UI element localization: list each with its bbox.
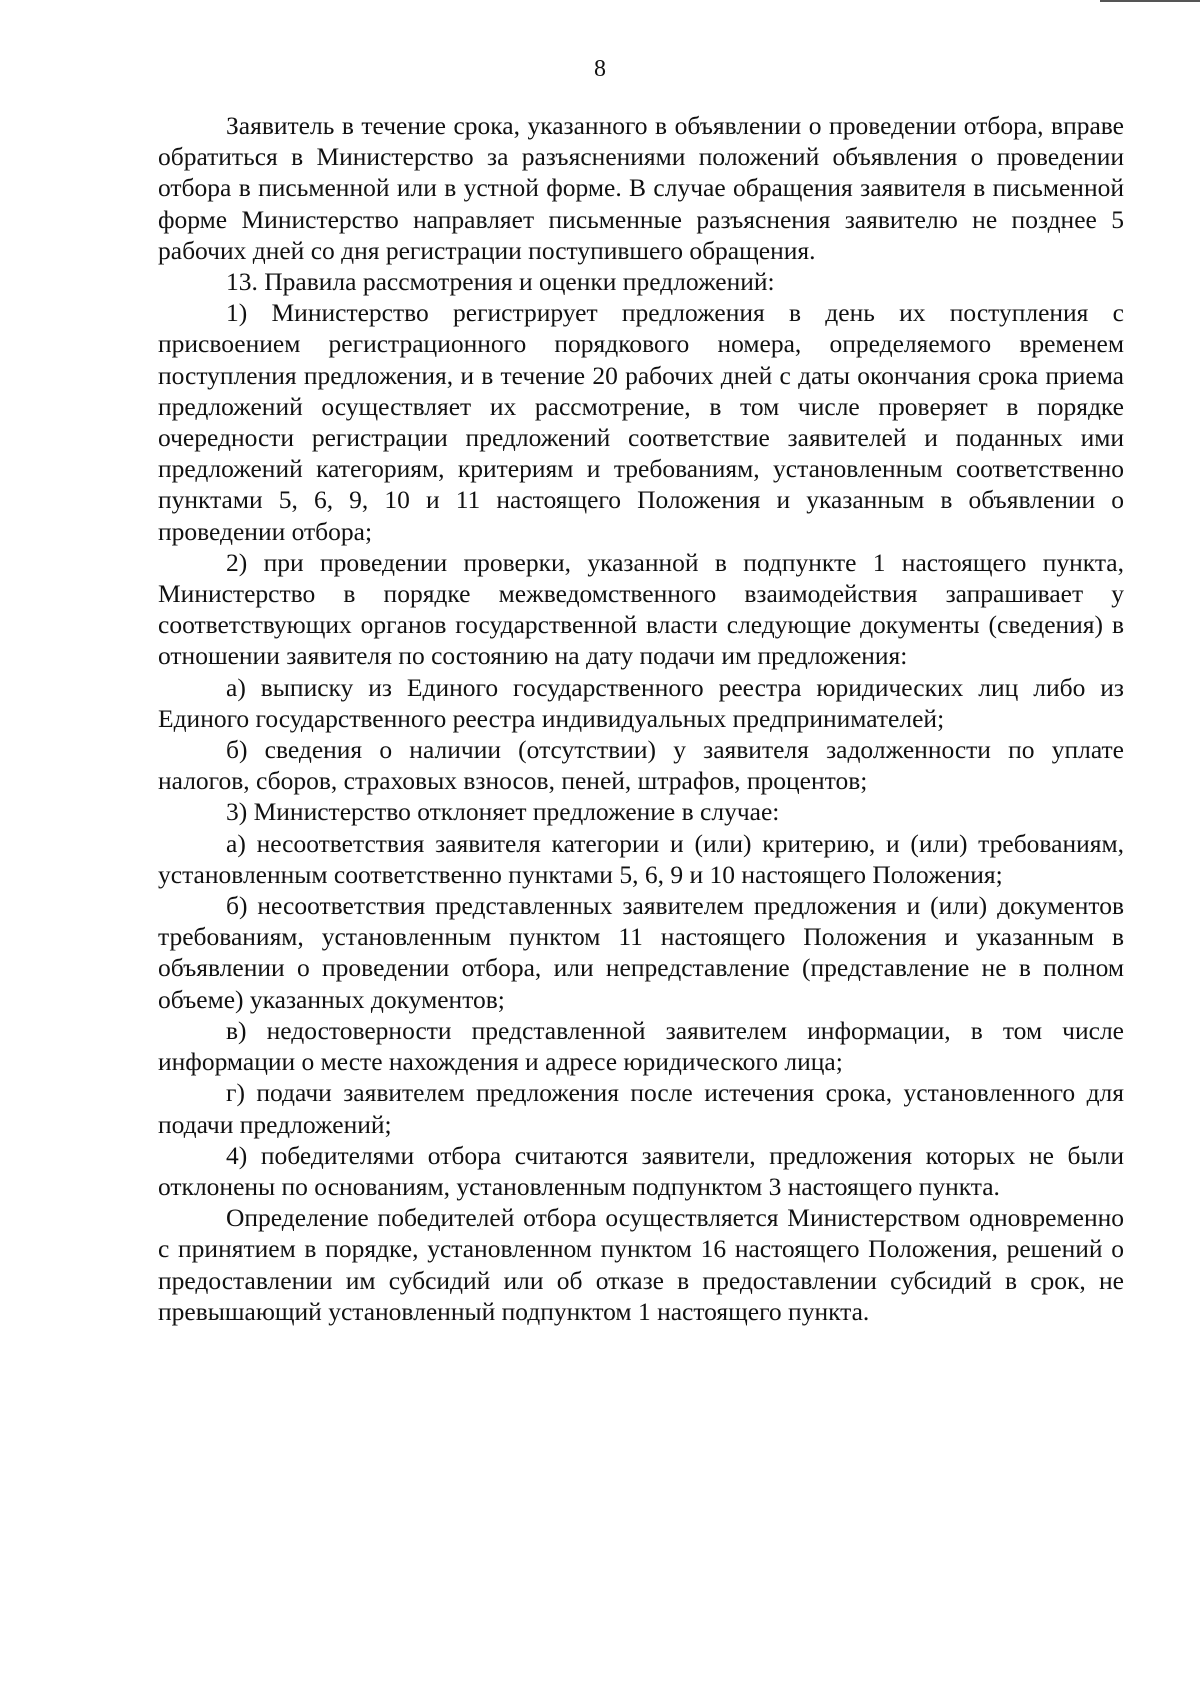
paragraph-item-1-registration: 1) Министерство регистрирует предложения в день их поступления с присвоением регистрационного порядкового номера, определяемого временем поступления предложения, и в течение 20 рабочих дней с даты окончания срока приема предложений осуществляет их рассмотрение, в том числе проверяет в порядке очередности регистрации предложений соответствие заявителей и поданных ими предложений категориям, критериям и требованиям, установленным соответственно пунктами 5, 6, 9, 10 и 11 настоящего Положения и указанным в объявлении о проведении отбора;	[158, 298, 1124, 546]
paragraph-subitem-a-registry-extract: а) выписку из Единого государственного реестра юридических лиц либо из Единого государственного реестра индивидуальных предпринимателей;	[158, 672, 1124, 733]
document-body	[158, 110, 1124, 1327]
paragraph-subitem-b-tax-debt: б) сведения о наличии (отсутствии) у заявителя задолженности по уплате налогов, сборов, страховых взносов, пеней, штрафов, процентов;	[158, 735, 1124, 796]
paragraph-subitem-g-late-submission: г) подачи заявителем предложения после истечения срока, установленного для подачи предложений;	[158, 1078, 1124, 1139]
paragraph-section-13-heading: 13. Правила рассмотрения и оценки предложений:	[226, 267, 775, 297]
paragraph-subitem-b-documents: б) несоответствия представленных заявителем предложения и (или) документов требованиям, установленным пунктом 11 настоящего Положения и указанным в объявлении о проведении отбора, или непредставление (представление не в полном объеме) указанных документов;	[158, 891, 1124, 1014]
paragraph-item-2-interagency-request: 2) при проведении проверки, указанной в подпункте 1 настоящего пункта, Министерство в порядке межведомственного взаимодействия запрашивает у соответствующих органов государственной власти следующие документы (сведения) в отношении заявителя по состоянию на дату подачи им предложения:	[158, 547, 1124, 671]
paragraph-subitem-a-noncompliance: а) несоответствия заявителя категории и (или) критерию, и (или) требованиям, установленным соответственно пунктами 5, 6, 9 и 10 настоящего Положения;	[158, 828, 1124, 889]
paragraph-winners-determination: Определение победителей отбора осуществляется Министерством одновременно с принятием в порядке, установленном пунктом 16 настоящего Положения, решений о предоставлении им субсидий или об отказе в предоставлении субсидий в срок, не превышающий установленный подпунктом 1 настоящего пункта.	[158, 1203, 1124, 1326]
paragraph-item-4-winners: 4) победителями отбора считаются заявители, предложения которых не были отклонены по основаниям, установленным подпунктом 3 настоящего пункта.	[158, 1140, 1124, 1201]
paragraph-item-3-rejection: 3) Министерство отклоняет предложение в случае:	[226, 797, 780, 827]
paragraph-subitem-v-false-info: в) недостоверности представленной заявителем информации, в том числе информации о месте нахождения и адресе юридического лица;	[158, 1015, 1124, 1077]
page-number: 8	[594, 56, 606, 82]
paragraph-clarification-request: Заявитель в течение срока, указанного в объявлении о проведении отбора, вправе обратиться в Министерство за разъяснениями положений объявления о проведении отбора в письменной или в устной форме. В случае обращения заявителя в письменной форме Министерство направляет письменные разъяснения заявителю не позднее 5 рабочих дней со дня регистрации поступившего обращения.	[158, 111, 1124, 265]
scan-corner-mark	[1100, 0, 1200, 2]
